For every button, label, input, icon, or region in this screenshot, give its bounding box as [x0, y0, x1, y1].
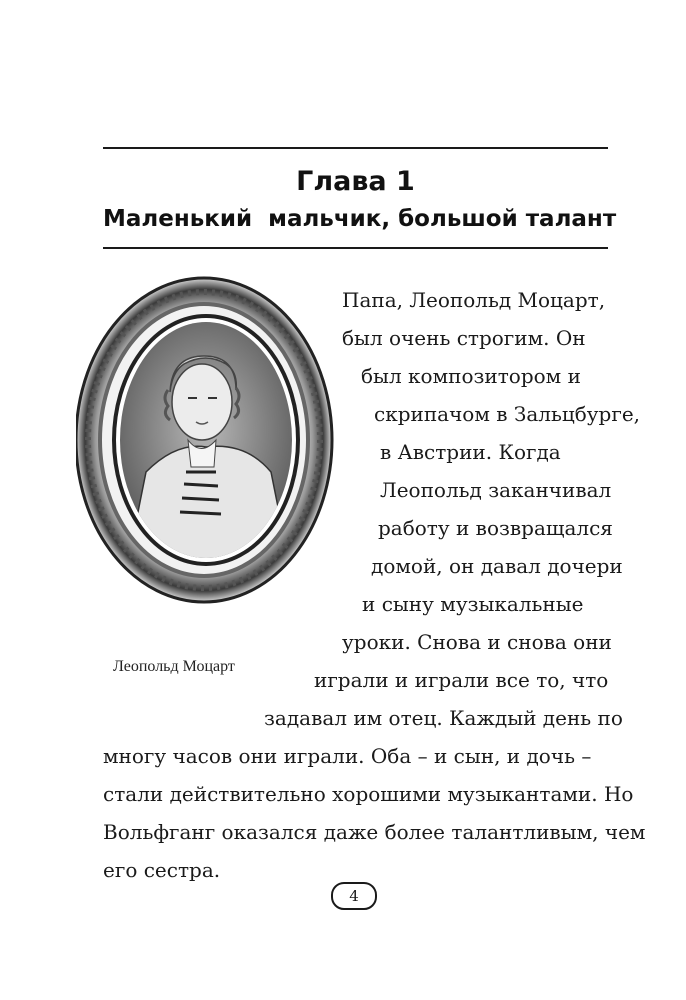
text-line: уроки. Снова и снова они	[342, 630, 612, 654]
title-rule	[103, 247, 608, 249]
text-line: был композитором и	[361, 364, 581, 388]
top-rule	[103, 147, 608, 149]
portrait-illustration	[76, 272, 366, 702]
illustration-caption: Леопольд Моцарт	[113, 658, 235, 675]
text-line: и сыну музыкальные	[362, 592, 584, 616]
text-line: стали действительно хорошими музыкантами. Но	[103, 782, 634, 806]
page-number: 4	[331, 882, 377, 910]
text-line: в Австрии. Когда	[380, 440, 561, 464]
text-line: многу часов они играли. Оба – и сын, и дочь –	[103, 744, 592, 768]
chapter-title: Маленький мальчик, большой талант	[103, 206, 617, 232]
text-line: был очень строгим. Он	[342, 326, 586, 350]
text-line: играли и играли все то, что	[314, 668, 609, 692]
text-line: Папа, Леопольд Моцарт,	[342, 288, 606, 312]
text-line: задавал им отец. Каждый день по	[264, 706, 623, 730]
text-line: скрипачом в Зальцбурге,	[374, 402, 641, 426]
text-line: домой, он давал дочери	[371, 554, 623, 578]
text-line: его сестра.	[103, 858, 221, 882]
text-line: Вольфганг оказался даже более талантливым, чем	[103, 820, 646, 844]
chapter-number: Глава 1	[296, 166, 415, 197]
face	[172, 364, 232, 440]
text-line: Леопольд заканчивал	[380, 478, 612, 502]
text-line: работу и возвращался	[378, 516, 613, 540]
